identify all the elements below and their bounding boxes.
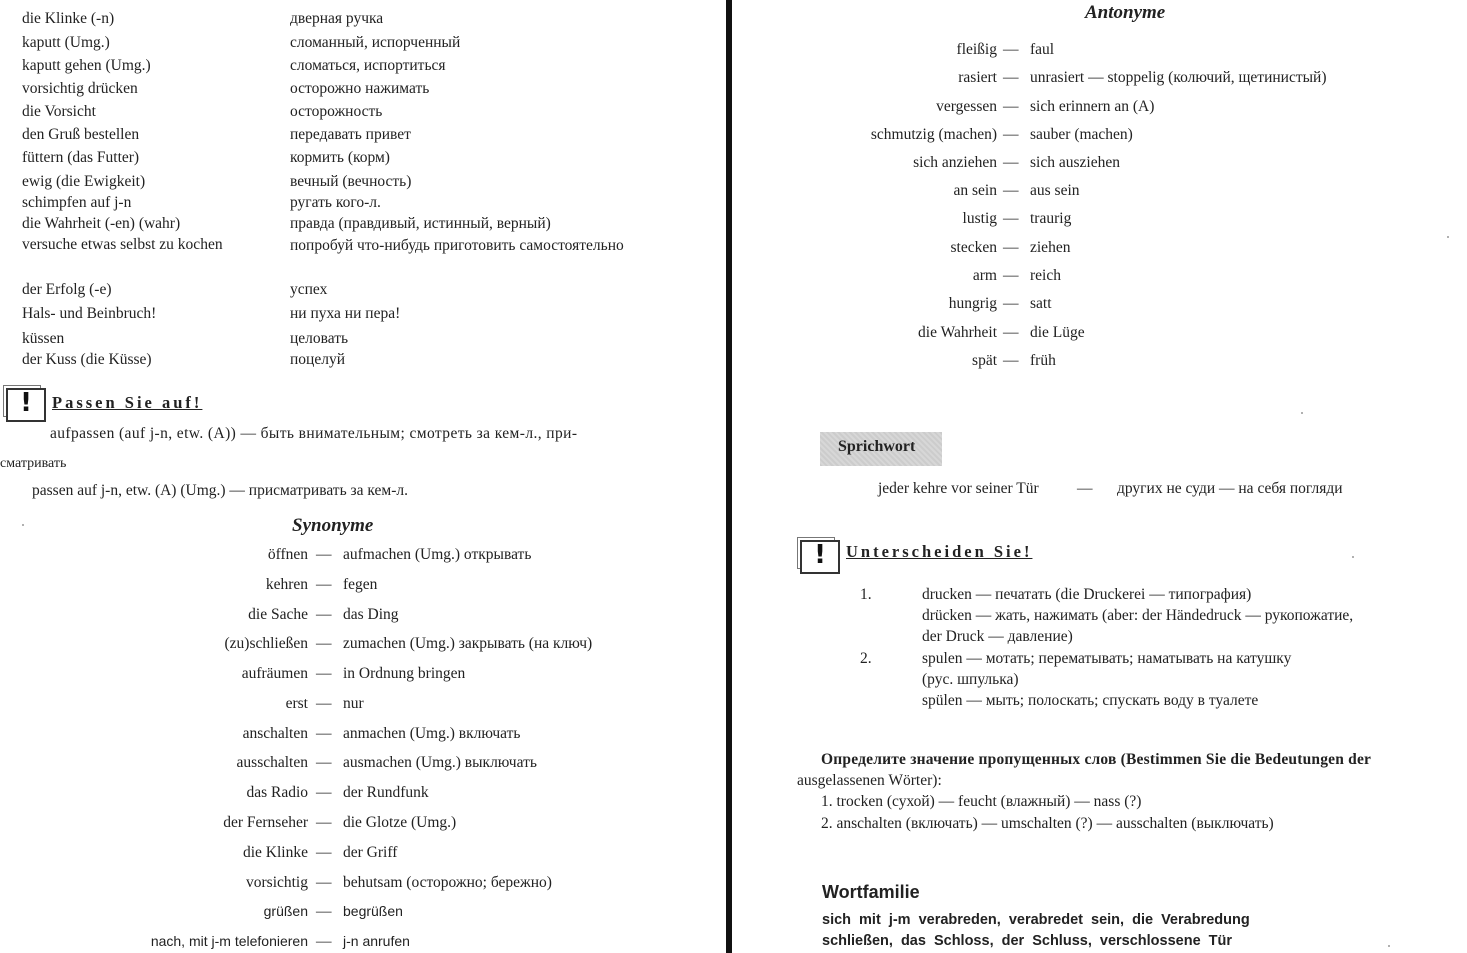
synonym-dash: —	[316, 546, 332, 563]
antonym-right: die Lüge	[1030, 324, 1085, 341]
task-item: 2. anschalten (включать) — umschalten (?) — ausschalten (выключать)	[821, 815, 1274, 832]
scan-speck	[1447, 236, 1449, 238]
antonym-left: stecken	[950, 239, 997, 256]
antonym-right: sauber (machen)	[1030, 126, 1133, 143]
antonym-dash: —	[1003, 69, 1019, 86]
wortfamilie-line: sich mit j-m verabreden, verabredet sein, die Verabredung	[822, 912, 1250, 928]
synonym-right: zumachen (Umg.) закрывать (на ключ)	[343, 635, 593, 652]
task-item: 1. trocken (сухой) — feucht (влажный) — nass (?)	[821, 793, 1142, 810]
antonym-dash: —	[1003, 324, 1019, 341]
sprichwort-dash: —	[1077, 480, 1093, 497]
synonym-left: ausschalten	[236, 754, 308, 771]
synonym-left: (zu)schließen	[224, 635, 308, 652]
antonym-left: vergessen	[936, 98, 997, 115]
synonym-dash: —	[316, 725, 332, 742]
antonym-dash: —	[1003, 267, 1019, 284]
task-title-cont: ausgelassenen Wörter):	[797, 772, 942, 789]
synonym-left: erst	[285, 695, 308, 712]
antonym-right: früh	[1030, 352, 1056, 369]
sprichwort-ru: других не суди — на себя погляди	[1117, 480, 1343, 497]
vocab-ru: ругать кого-л.	[290, 194, 381, 211]
antonym-right: reich	[1030, 267, 1061, 284]
synonym-dash: —	[316, 844, 332, 861]
antonym-dash: —	[1003, 98, 1019, 115]
synonym-left: öffnen	[267, 546, 308, 563]
antonyme-heading: Antonyme	[1085, 2, 1166, 23]
vocab-ru: поцелуй	[290, 351, 345, 368]
antonym-right: aus sein	[1030, 182, 1080, 199]
unterscheiden-line: spülen — мыть; полоскать; спускать воду в туалете	[922, 692, 1259, 709]
synonym-right: aufmachen (Umg.) открывать	[343, 546, 532, 563]
synonym-right: in Ordnung bringen	[343, 665, 466, 682]
vocab-de: die Vorsicht	[22, 103, 96, 120]
synonym-right: fegen	[343, 576, 378, 593]
antonym-dash: —	[1003, 210, 1019, 227]
scan-speck	[1352, 556, 1354, 558]
synonym-right: nur	[343, 695, 364, 712]
vocab-de: küssen	[22, 330, 65, 347]
synonym-right: begrüßen	[343, 903, 403, 919]
antonym-dash: —	[1003, 295, 1019, 312]
antonym-dash: —	[1003, 239, 1019, 256]
unterscheiden-line: der Druck — давление)	[922, 628, 1073, 645]
passen-line2: passen auf j-n, etw. (A) (Umg.) — присматривать за кем-л.	[32, 482, 408, 499]
item-number: 1.	[860, 586, 872, 603]
scan-speck	[1388, 945, 1390, 947]
antonym-dash: —	[1003, 41, 1019, 58]
vocab-de: die Klinke (-n)	[22, 10, 115, 27]
synonym-dash: —	[316, 814, 332, 831]
antonym-dash: —	[1003, 154, 1019, 171]
exclamation-box-icon: !	[800, 540, 840, 574]
vocab-ru: попробуй что-нибудь приготовить самостоятельно	[290, 237, 624, 254]
vocab-de: vorsichtig drücken	[22, 80, 138, 97]
antonym-dash: —	[1003, 126, 1019, 143]
passen-heading: Passen Sie auf!	[52, 393, 203, 412]
antonym-right: sich erinnern an (A)	[1030, 98, 1155, 115]
vocab-de: schimpfen auf j-n	[22, 194, 132, 211]
vocab-ru: осторожность	[290, 103, 383, 120]
synonym-dash: —	[316, 754, 332, 771]
synonym-right: das Ding	[343, 606, 399, 623]
task-title: Определите значение пропущенных слов (Bestimmen Sie die Bedeutungen der	[821, 751, 1372, 768]
passen-line1b: сматривать	[0, 456, 67, 471]
synonym-dash: —	[316, 606, 332, 623]
synonym-left: die Klinke	[243, 844, 308, 861]
vocab-de: die Wahrheit (-en) (wahr)	[22, 215, 181, 232]
vocab-ru: правда (правдивый, истинный, верный)	[290, 215, 551, 232]
vocab-ru: кормить (корм)	[290, 149, 390, 166]
synonym-left: der Fernseher	[223, 814, 308, 831]
vocab-de: ewig (die Ewigkeit)	[22, 173, 146, 190]
antonym-right: satt	[1030, 295, 1052, 312]
antonym-left: an sein	[953, 182, 997, 199]
synonym-left: grüßen	[263, 903, 308, 919]
vocab-ru: передавать привет	[290, 126, 411, 143]
vocab-de: Hals- und Beinbruch!	[22, 305, 157, 322]
antonym-right: faul	[1030, 41, 1055, 58]
vocab-ru: вечный (вечность)	[290, 173, 412, 190]
antonym-left: fleißig	[956, 41, 997, 58]
unterscheiden-line: drucken — печатать (die Druckerei — типография)	[922, 586, 1252, 603]
synonym-right: j-n anrufen	[343, 933, 410, 949]
vocab-de: kaputt gehen (Umg.)	[22, 57, 151, 74]
vocab-de: füttern (das Futter)	[22, 149, 140, 166]
wortfamilie-line: schließen, das Schloss, der Schluss, verschlossene Tür	[822, 933, 1233, 949]
synonym-dash: —	[316, 695, 332, 712]
page-divider	[726, 0, 732, 953]
unterscheiden-heading: Unterscheiden Sie!	[846, 542, 1033, 561]
vocab-ru: сломанный, испорченный	[290, 34, 461, 51]
synonym-left: das Radio	[246, 784, 308, 801]
vocab-ru: сломаться, испортиться	[290, 57, 446, 74]
antonym-left: die Wahrheit	[918, 324, 997, 341]
synonym-left: kehren	[265, 576, 308, 593]
sprichwort-de: jeder kehre vor seiner Tür	[878, 480, 1039, 497]
unterscheiden-line: (рус. шпулька)	[922, 671, 1019, 688]
scan-speck	[1301, 412, 1303, 414]
vocab-ru: успех	[290, 281, 328, 298]
vocab-de: der Kuss (die Küsse)	[22, 351, 152, 368]
synonym-right: anmachen (Umg.) включать	[343, 725, 521, 742]
synonym-right: ausmachen (Umg.) выключать	[343, 754, 537, 771]
antonym-left: lustig	[962, 210, 997, 227]
synonym-left: vorsichtig	[246, 874, 308, 891]
scan-speck	[22, 524, 24, 526]
antonym-dash: —	[1003, 182, 1019, 199]
antonym-left: sich anziehen	[913, 154, 997, 171]
antonym-left: hungrig	[948, 295, 997, 312]
antonym-left: schmutzig (machen)	[870, 126, 997, 143]
synonym-dash: —	[316, 635, 332, 652]
synonym-left: anschalten	[242, 725, 308, 742]
antonym-right: traurig	[1030, 210, 1072, 227]
antonym-left: spät	[972, 352, 997, 369]
synonym-right: behutsam (осторожно; бережно)	[343, 874, 552, 891]
synonym-left: die Sache	[248, 606, 308, 623]
synonym-dash: —	[316, 784, 332, 801]
vocab-ru: осторожно нажимать	[290, 80, 430, 97]
antonym-dash: —	[1003, 352, 1019, 369]
vocab-ru: целовать	[290, 330, 349, 347]
synonym-right: der Griff	[343, 844, 398, 861]
synonym-dash: —	[316, 874, 332, 891]
antonym-right: sich ausziehen	[1030, 154, 1120, 171]
antonym-left: arm	[972, 267, 997, 284]
synonym-dash: —	[316, 665, 332, 682]
vocab-de: der Erfolg (-e)	[22, 281, 112, 298]
synonym-dash: —	[316, 903, 332, 920]
vocab-de: kaputt (Umg.)	[22, 34, 110, 51]
vocab-ru: ни пуха ни пера!	[290, 305, 401, 322]
vocab-de: versuche etwas selbst zu kochen	[22, 236, 223, 253]
vocab-de: den Gruß bestellen	[22, 126, 140, 143]
passen-line1: aufpassen (auf j-n, etw. (A)) — быть внимательным; смотреть за кем-л., при-	[50, 425, 578, 442]
synonyme-heading: Synonyme	[292, 515, 374, 536]
exclamation-box-icon: !	[6, 388, 46, 422]
sprichwort-label: Sprichwort	[820, 432, 942, 466]
wortfamilie-heading: Wortfamilie	[822, 882, 920, 902]
unterscheiden-line: drücken — жать, нажимать (aber: der Händedruck — рукопожатие,	[922, 607, 1354, 624]
antonym-right: ziehen	[1030, 239, 1071, 256]
synonym-left: aufräumen	[241, 665, 308, 682]
synonym-right: die Glotze (Umg.)	[343, 814, 457, 831]
vocab-ru: дверная ручка	[290, 10, 384, 27]
synonym-right: der Rundfunk	[343, 784, 429, 801]
synonym-dash: —	[316, 933, 332, 950]
unterscheiden-line: spulen — мотать; перематывать; наматывать на катушку	[922, 650, 1292, 667]
antonym-right: unrasiert — stoppelig (колючий, щетинистый)	[1030, 69, 1327, 86]
antonym-left: rasiert	[958, 69, 997, 86]
synonym-left: nach, mit j-m telefonieren	[150, 933, 308, 949]
synonym-dash: —	[316, 576, 332, 593]
item-number: 2.	[860, 650, 872, 667]
